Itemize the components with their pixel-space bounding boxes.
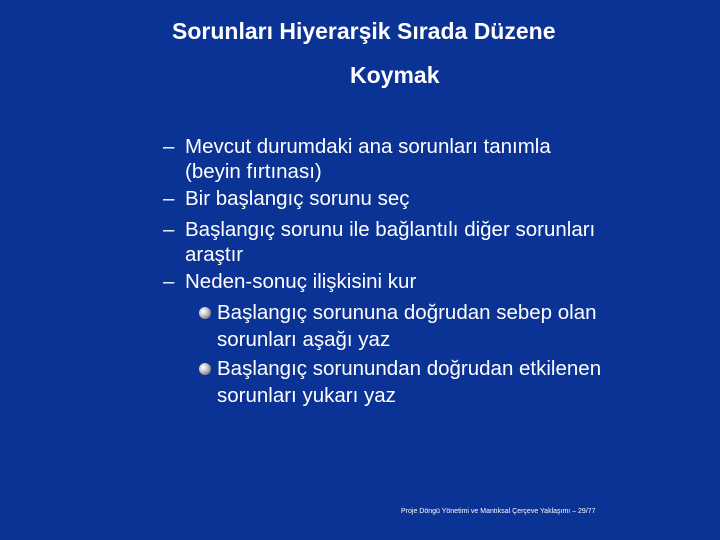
list-item-line: Mevcut durumdaki ana sorunları tanımla	[185, 135, 551, 158]
list-item-line: Başlangıç sorunu ile bağlantılı diğer sorunları	[185, 218, 596, 241]
list-item-line: Neden-sonuç ilişkisini kur	[185, 270, 417, 293]
sub-list-item-line: Başlangıç sorunundan doğrudan etkilenen	[217, 357, 602, 380]
list-item-line: Bir başlangıç sorunu seç	[185, 187, 410, 210]
list-item-line: araştır	[185, 243, 244, 266]
sub-list-item-line: sorunları aşağı yaz	[217, 328, 391, 351]
sphere-bullet-icon	[199, 363, 211, 375]
dash-bullet: –	[163, 270, 175, 293]
slide-footer: Proje Döngü Yönetimi ve Mantıksal Çerçeve Yaklaşımı – 29/77	[401, 508, 596, 515]
slide-title-line-2: Koymak	[350, 62, 440, 88]
dash-bullet: –	[163, 218, 175, 241]
sub-list-item-line: sorunları yukarı yaz	[217, 384, 396, 407]
list-item-line: (beyin fırtınası)	[185, 160, 322, 183]
sub-list-item-line: Başlangıç sorununa doğrudan sebep olan	[217, 301, 597, 324]
dash-bullet: –	[163, 135, 175, 158]
dash-bullet: –	[163, 187, 175, 210]
sphere-bullet-icon	[199, 307, 211, 319]
slide-title-line-1: Sorunları Hiyerarşik Sırada Düzene	[172, 18, 556, 44]
